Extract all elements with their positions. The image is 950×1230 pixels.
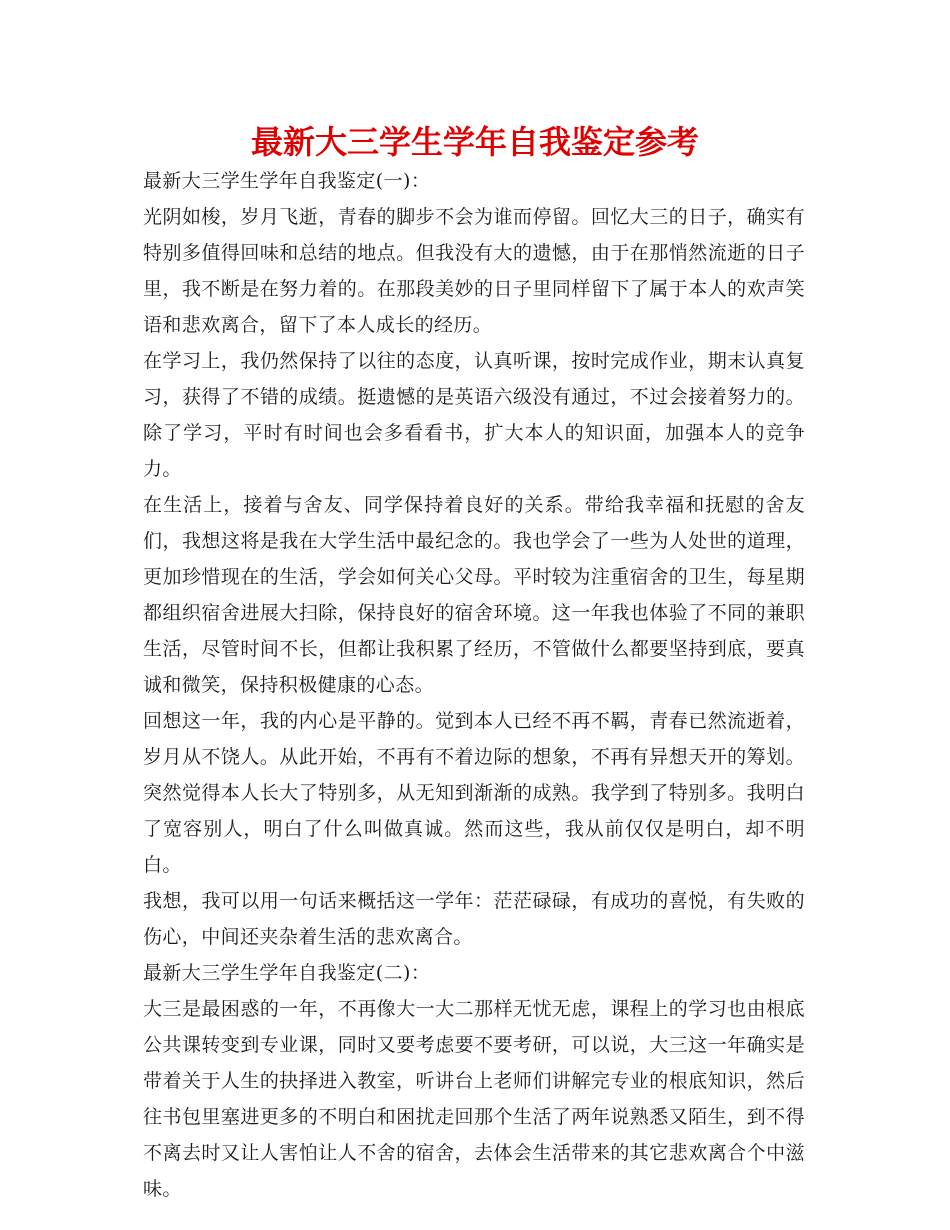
document-title: 最新大三学生学年自我鉴定参考 [250,123,699,161]
paragraph: 光阴如梭，岁月飞逝，青春的脚步不会为谁而停留。回忆大三的日子，确实有特别多值得回味和总结的地点。但我没有大的遗憾，由于在那悄然流逝的日子里，我不断是在努力着的。在那段美妙的日子里同样留下了属于本人的欢声笑语和悲欢离合，留下了本人成长的经历。 [143,206,805,336]
paragraph: 我想，我可以用一句话来概括这一学年：茫茫碌碌，有成功的喜悦，有失败的伤心，中间还夹杂着生活的悲欢离合。 [143,890,805,948]
paragraph: 大三是最困惑的一年，不再像大一大二那样无忧无虑，课程上的学习也由根底公共课转变到专业课，同时又要考虑要不要考研，可以说，大三这一年确实是带着关于人生的抉择进入教室，听讲台上老师们讲解完专业的根底知识，然后往书包里塞进更多的不明白和困扰走回那个生活了两年说熟悉又陌生，到不得不离去时又让人害怕让人不舍的宿舍，去体会生活带来的其它悲欢离合个中滋味。 [143,998,805,1200]
section-heading: 最新大三学生学年自我鉴定(二)： [143,962,431,984]
paragraph: 回想这一年，我的内心是平静的。觉到本人已经不再不羁，青春已然流逝着，岁月从不饶人。从此开始，不再有不着边际的想象，不再有异想天开的筹划。突然觉得本人长大了特别多，从无知到渐渐的成熟。我学到了特别多。我明白了宽容别人，明白了什么叫做真诚。然而这些，我从前仅仅是明白，却不明白。 [143,710,805,876]
section-heading: 最新大三学生学年自我鉴定(一)： [143,170,431,192]
paragraph: 在生活上，接着与舍友、同学保持着良好的关系。带给我幸福和抚慰的舍友们，我想这将是我在大学生活中最纪念的。我也学会了一些为人处世的道理，更加珍惜现在的生活，学会如何关心父母。平时较为注重宿舍的卫生，每星期都组织宿舍进展大扫除，保持良好的宿舍环境。这一年我也体验了不同的兼职生活，尽管时间不长，但都让我积累了经历，不管做什么都要坚持到底，要真诚和微笑，保持积极健康的心态。 [143,494,805,696]
paragraph: 在学习上，我仍然保持了以往的态度，认真听课，按时完成作业，期末认真复习，获得了不错的成绩。挺遗憾的是英语六级没有通过，不过会接着努力的。除了学习，平时有时间也会多看看书，扩大本人的知识面，加强本人的竞争力。 [143,350,805,480]
document-body [143,163,805,1207]
